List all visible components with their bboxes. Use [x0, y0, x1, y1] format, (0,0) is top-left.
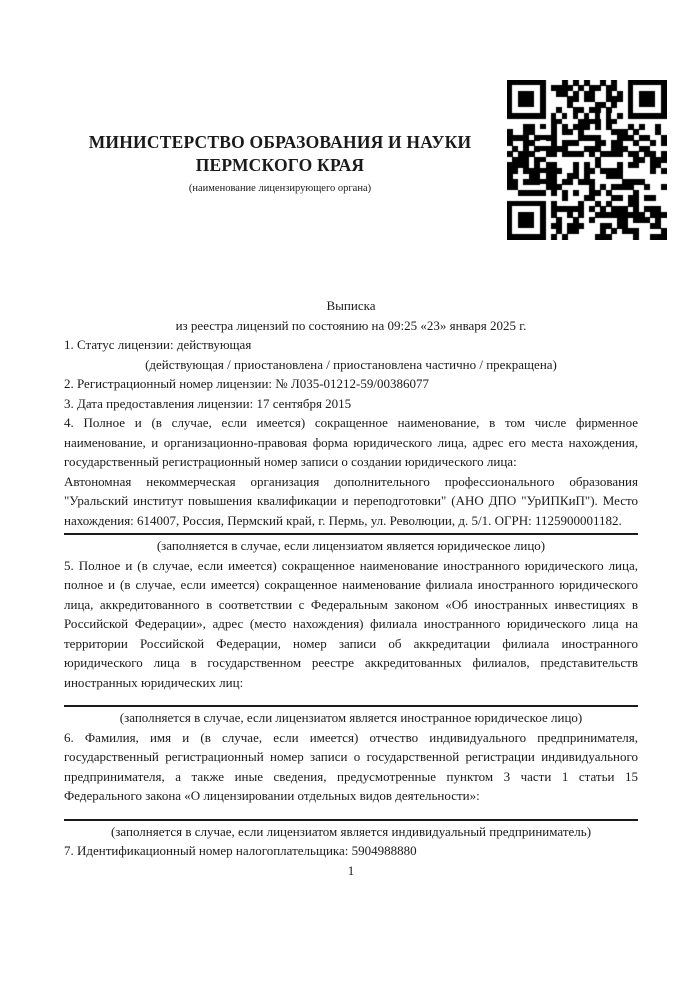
license-grant-date: 3. Дата предоставления лицензии: 17 сентября 2015 [64, 395, 352, 411]
document-body [64, 296, 638, 880]
license-status-options-caption: (действующая / приостановлена / приостановлена частично / прекращена) [145, 356, 557, 372]
doc-title: Выписка [326, 298, 376, 313]
doc-subtitle: из реестра лицензий по состоянию на 09:25 «23» января 2025 г. [175, 317, 527, 333]
qr-code [507, 80, 667, 240]
taxpayer-inn: 7. Идентификационный номер налогоплательщика: 5904988880 [64, 843, 417, 858]
foreign-entity-prompt: 5. Полное и (в случае, если имеется) сокращенное наименование иностранного юридического лица, полное и (в случае, если имеется) сокращенное наименование филиала иностранного юридического лица, аккредитованного в соответствии с Федеральным законом «Об иностранных инвестициях в Российской Федерации», адрес (место нахождения) филиала иностранного юридического лица на территории Российской Федерации, номер записи об аккредитации филиала иностранного юридического лица в государственном реестре аккредитованных филиалов, представительств иностранных юридических лиц: [64, 557, 638, 690]
legal-entity-prompt: 4. Полное и (в случае, если имеется) сокращенное наименование, в том числе фирменное наименование, и организационно-правовая форма юридического лица, адрес его места нахождения, государственный регистрационный номер записи о создании юридического лица: [64, 415, 638, 469]
individual-entrepreneur-caption: (заполняется в случае, если лицензиатом является индивидуальный предприниматель) [110, 823, 592, 839]
foreign-entity-caption: (заполняется в случае, если лицензиатом является иностранное юридическое лицо) [119, 710, 583, 725]
legal-entity-value: Автономная некоммерческая организация дополнительного профессионального образования "Уральский институт повышения квалификации и переподготовки" (АНО ДПО "УрИПКиП"). Место нахождения: 614007, Россия, Пермский край, г. Пермь, ул. Революции, д. 5/1. ОГРН: 1125900001182. [64, 473, 638, 528]
licensing-authority-header [68, 131, 492, 195]
divider-line-individual [64, 819, 638, 821]
ministry-name-caption: (наименование лицензирующего органа) [188, 183, 372, 194]
divider-line-legal-entity [64, 533, 638, 535]
divider-line-foreign-entity [64, 705, 638, 707]
license-status: 1. Статус лицензии: действующая [64, 337, 252, 352]
legal-entity-caption: (заполняется в случае, если лицензиатом является юридическое лицо) [156, 538, 546, 553]
ministry-name-line1: МИНИСТЕРСТВО ОБРАЗОВАНИЯ И НАУКИ [88, 132, 472, 152]
license-reg-number: 2. Регистрационный номер лицензии: № Л035-01212-59/00386077 [64, 376, 430, 391]
page-number: 1 [347, 862, 355, 878]
ministry-name-line2: ПЕРМСКОГО КРАЯ [195, 155, 365, 175]
individual-entrepreneur-prompt: 6. Фамилия, имя и (в случае, если имеется) отчество индивидуального предпринимателя, государственный регистрационный номер записи о государственной регистрации индивидуального предпринимателя, а также иные сведения, предусмотренные пунктом 3 части 1 статьи 15 Федерального закона «О лицензировании отдельных видов деятельности»: [64, 729, 638, 803]
